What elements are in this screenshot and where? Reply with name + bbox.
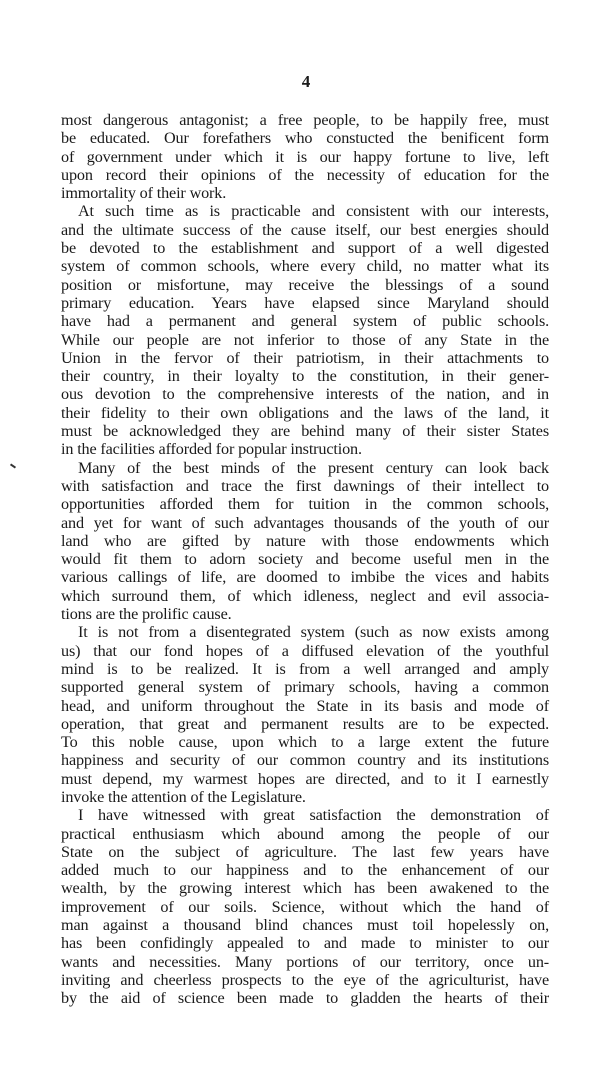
text-line: happiness and security of our common country and its institutions xyxy=(61,751,549,770)
text-line: be educated. Our forefathers who constucted the benificent form xyxy=(61,129,549,148)
text-line: supported general system of primary schools, having a common xyxy=(61,678,549,697)
text-line: various callings of life, are doomed to imbibe the vices and habits xyxy=(61,568,549,587)
text-line: must depend, my warmest hopes are directed, and to it I earnestly xyxy=(61,769,549,788)
paragraph xyxy=(61,202,549,458)
text-line: invoke the attention of the Legislature. xyxy=(61,787,306,806)
text-line: primary education. Years have elapsed since Maryland should xyxy=(61,293,549,312)
text-line: system of common schools, where every child, no matter what its xyxy=(61,257,549,276)
text-line: has been confidingly appealed to and made to minister to our xyxy=(61,934,549,953)
text-line: practical enthusiasm which abound among the people of our xyxy=(61,824,549,843)
text-line: would fit them to adorn society and become useful men in the xyxy=(61,550,549,569)
text-line: be devoted to the establishment and support of a well digested xyxy=(61,239,549,258)
text-line: us) that our fond hopes of a diffused elevation of the youthful xyxy=(61,641,549,660)
text-line: ous devotion to the comprehensive interests of the nation, and in xyxy=(61,385,549,404)
text-line: It is not from a disentegrated system (such as now exists among xyxy=(78,623,549,642)
text-line: wants and necessities. Many portions of our territory, once un- xyxy=(61,952,549,971)
text-line: While our people are not inferior to those of any State in the xyxy=(61,330,549,349)
text-line: most dangerous antagonist; a free people, to be happily free, must xyxy=(61,111,549,129)
text-line: tions are the prolific cause. xyxy=(61,605,232,624)
text-line: opportunities afforded them for tuition in the common schools, xyxy=(61,495,549,514)
text-line: position or misfortune, may receive the blessings of a sound xyxy=(61,275,549,294)
text-line: operation, that great and permanent results are to be expected. xyxy=(61,714,549,733)
text-line: and yet for want of such advantages thousands of the youth of our xyxy=(61,513,549,532)
paragraph xyxy=(61,111,549,202)
text-line: At such time as is practicable and consistent with our interests, xyxy=(78,202,549,221)
margin-mark xyxy=(10,463,16,468)
text-line: inviting and cheerless prospects to the eye of the agriculturist, have xyxy=(61,970,549,989)
page-number: 4 xyxy=(301,72,311,91)
text-line: their fidelity to their own obligations and the laws of the land, it xyxy=(61,403,549,422)
text-line: in the facilities afforded for popular instruction. xyxy=(61,440,362,459)
text-line: mind is to be realized. It is from a well arranged and amply xyxy=(61,659,549,678)
text-line: land who are gifted by nature with those endowments which xyxy=(61,531,549,550)
text-line: their country, in their loyalty to the constitution, in their gener- xyxy=(61,367,549,386)
paragraph xyxy=(61,806,549,1007)
text-line: I have witnessed with great satisfaction the demonstration of xyxy=(78,806,549,825)
text-line: and the ultimate success of the cause itself, our best energies should xyxy=(61,220,549,239)
text-line: added much to our happiness and to the enhancement of our xyxy=(61,861,549,880)
paragraph xyxy=(61,459,549,624)
text-line: upon record their opinions of the necessity of education for the xyxy=(61,165,549,184)
body-text xyxy=(61,111,549,1008)
text-line: with satisfaction and trace the first dawnings of their intellect to xyxy=(61,476,549,495)
text-line: Union in the fervor of their patriotism, in their attachments to xyxy=(61,348,549,367)
text-line: improvement of our soils. Science, without which the hand of xyxy=(61,897,549,916)
text-line: head, and uniform throughout the State in its basis and mode of xyxy=(61,696,549,715)
text-line: wealth, by the growing interest which has been awakened to the xyxy=(61,879,549,898)
text-line: State on the subject of agriculture. The last few years have xyxy=(61,842,549,861)
text-line: by the aid of science been made to gladden the hearts of their xyxy=(61,989,549,1008)
text-line: of government under which it is our happy fortune to live, left xyxy=(61,147,549,166)
text-line: must be acknowledged they are behind many of their sister States xyxy=(61,422,549,441)
text-line: Many of the best minds of the present century can look back xyxy=(78,458,549,477)
text-line: man against a thousand blind chances must toil hopelessly on, xyxy=(61,916,549,935)
text-line: immortality of their work. xyxy=(61,184,227,203)
text-line: which surround them, of which idleness, neglect and evil associa- xyxy=(61,586,549,605)
text-line: have had a permanent and general system of public schools. xyxy=(61,312,549,331)
text-line: To this noble cause, upon which to a large extent the future xyxy=(61,733,549,752)
paragraph xyxy=(61,623,549,806)
